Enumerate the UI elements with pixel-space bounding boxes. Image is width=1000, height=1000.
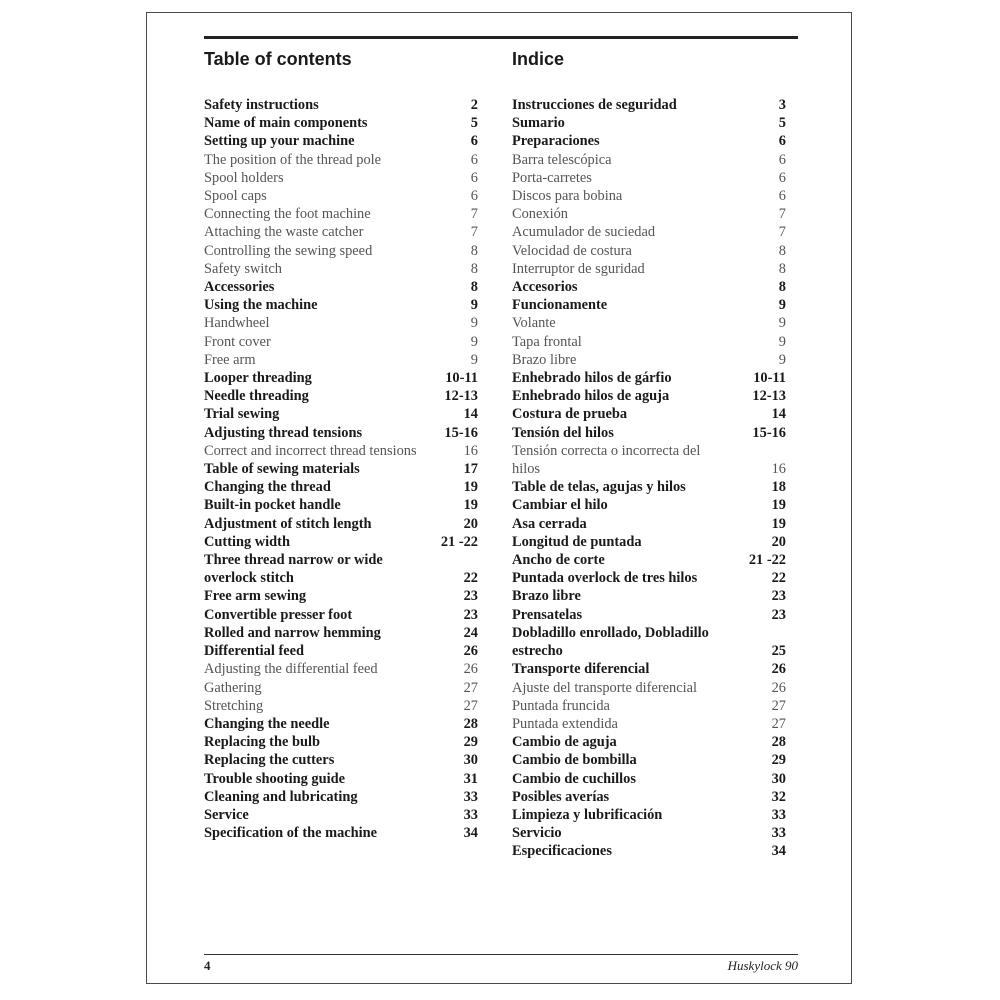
- toc-entry: [512, 551, 786, 569]
- toc-entry-label: Attaching the waste catcher: [204, 224, 364, 241]
- toc-entry: [204, 242, 478, 260]
- toc-entry-page: 10-11: [753, 370, 786, 387]
- toc-entry-page: 15-16: [752, 424, 786, 441]
- toc-entry-page: 27: [463, 679, 478, 696]
- bottom-rule: [204, 954, 798, 955]
- toc-entry-label: Table of sewing materials: [204, 461, 360, 478]
- toc-entry-label: Porta-carretes: [512, 169, 592, 186]
- toc-entry-page: 23: [771, 588, 786, 605]
- toc-entry-page: 5: [470, 115, 478, 132]
- toc-entry-page: 8: [470, 279, 478, 296]
- toc-entry-label: Puntada overlock de tres hilos: [512, 570, 698, 587]
- toc-entry-label: Gathering: [204, 679, 262, 696]
- toc-entry-label: Spool holders: [204, 169, 284, 186]
- toc-entry: [204, 587, 478, 605]
- toc-entry-page: 27: [771, 715, 786, 732]
- toc-entry: [204, 132, 478, 150]
- toc-entry-page: 21 -22: [440, 533, 478, 550]
- toc-entry: [512, 788, 786, 806]
- toc-entry-page: 26: [463, 661, 478, 678]
- toc-entry: [204, 642, 478, 660]
- toc-entry-page: 16: [771, 461, 786, 478]
- toc-entry-label: Tensión correcta o incorrecta del hilos: [512, 442, 701, 478]
- top-rule: [204, 36, 798, 39]
- toc-entry-page: 7: [778, 224, 786, 241]
- toc-entry-label: Ajuste del transporte diferencial: [512, 679, 698, 696]
- toc-entry-label: Replacing the cutters: [204, 752, 335, 769]
- toc-entry-label: Limpieza y lubrificación: [512, 806, 663, 823]
- toc-entry-label: Replacing the bulb: [204, 734, 320, 751]
- toc-entry: [204, 314, 478, 332]
- toc-entry-label: Table de telas, agujas y hilos: [512, 479, 686, 496]
- toc-entry-page: 26: [771, 661, 786, 678]
- toc-entry: [204, 460, 478, 478]
- toc-entry: [512, 751, 786, 769]
- toc-entry-label: Spool caps: [204, 188, 267, 205]
- toc-entry: [512, 296, 786, 314]
- toc-entry: [512, 770, 786, 788]
- toc-entry-page: 23: [463, 606, 478, 623]
- toc-entry-page: 14: [771, 406, 786, 423]
- toc-entry: [512, 242, 786, 260]
- toc-entry: [204, 205, 478, 223]
- toc-entry-page: 7: [470, 206, 478, 223]
- toc-entry-page: 28: [771, 734, 786, 751]
- toc-entry: [512, 369, 786, 387]
- toc-entry-page: 6: [778, 133, 786, 150]
- toc-entry-page: 22: [771, 570, 786, 587]
- toc-entry: [204, 515, 478, 533]
- toc-entry: [512, 515, 786, 533]
- toc-entry-page: 25: [771, 643, 786, 660]
- toc-entry-page: 30: [463, 752, 478, 769]
- toc-entry-label: Servicio: [512, 825, 562, 842]
- toc-entry-label: Accesorios: [512, 279, 578, 296]
- toc-entry: [512, 478, 786, 496]
- toc-entry: [204, 679, 478, 697]
- footer-model-name: Huskylock 90: [727, 958, 798, 973]
- toc-entry-label: Especificaciones: [512, 843, 612, 860]
- toc-entry: [204, 351, 478, 369]
- toc-entry-page: 24: [463, 624, 478, 641]
- toc-entry-label: Built-in pocket handle: [204, 497, 341, 514]
- toc-entry-page: 19: [771, 515, 786, 532]
- toc-entry-label: Cambio de aguja: [512, 734, 617, 751]
- toc-entry-label: Puntada extendida: [512, 715, 618, 732]
- toc-entry-page: 7: [778, 206, 786, 223]
- toc-entry-page: 6: [778, 151, 786, 168]
- toc-entry-label: Adjusting thread tensions: [204, 424, 363, 441]
- toc-english-column: [204, 46, 478, 842]
- toc-entry-label: Adjustment of stitch length: [204, 515, 372, 532]
- toc-entry-label: Cutting width: [204, 533, 290, 550]
- toc-entry: [204, 424, 478, 442]
- toc-entry-page: 33: [463, 788, 478, 805]
- toc-entry-label: Service: [204, 806, 249, 823]
- toc-english-list: [204, 96, 478, 842]
- toc-entry-label: Free arm: [204, 351, 256, 368]
- toc-entry-page: 6: [470, 151, 478, 168]
- toc-entry: [512, 387, 786, 405]
- toc-entry: [512, 205, 786, 223]
- toc-entry: [512, 587, 786, 605]
- toc-entry: [204, 697, 478, 715]
- toc-entry-label: Tensión del hilos: [512, 424, 614, 441]
- toc-entry-page: 8: [778, 260, 786, 277]
- toc-entry-page: 15-16: [444, 424, 478, 441]
- toc-entry-label: Cleaning and lubricating: [204, 788, 358, 805]
- toc-entry-label: Cambio de cuchillos: [512, 770, 636, 787]
- toc-entry-page: 34: [771, 843, 786, 860]
- toc-entry-page: 33: [771, 825, 786, 842]
- toc-entry-label: Velocidad de costura: [512, 242, 632, 259]
- toc-entry-label: Brazo libre: [512, 588, 581, 605]
- toc-entry: [204, 96, 478, 114]
- toc-entry-label: The position of the thread pole: [204, 151, 382, 168]
- toc-entry-page: 9: [778, 297, 786, 314]
- toc-entry: [204, 788, 478, 806]
- toc-entry: [512, 169, 786, 187]
- toc-entry-label: Enhebrado hilos de gárfio: [512, 370, 672, 387]
- toc-entry: [512, 114, 786, 132]
- toc-entry-page: 27: [771, 697, 786, 714]
- toc-entry-label: Funcionamente: [512, 297, 608, 314]
- toc-entry: [512, 151, 786, 169]
- toc-entry: [204, 624, 478, 642]
- toc-entry: [512, 260, 786, 278]
- toc-entry: [512, 96, 786, 114]
- toc-entry-page: 9: [778, 333, 786, 350]
- toc-entry-page: 26: [463, 643, 478, 660]
- toc-entry-page: 6: [470, 169, 478, 186]
- toc-entry-label: Needle threading: [204, 388, 309, 405]
- toc-entry-page: 10-11: [445, 370, 478, 387]
- toc-entry: [204, 387, 478, 405]
- toc-entry: [204, 296, 478, 314]
- toc-entry-page: 12-13: [752, 388, 786, 405]
- toc-entry-page: 23: [771, 606, 786, 623]
- toc-entry-page: 16: [463, 442, 478, 459]
- toc-entry-page: 9: [470, 315, 478, 332]
- toc-entry: [204, 533, 478, 551]
- toc-entry-page: 3: [778, 97, 786, 113]
- toc-entry: [204, 169, 478, 187]
- toc-entry-page: 27: [463, 697, 478, 714]
- toc-entry: [512, 733, 786, 751]
- toc-entry-label: Controlling the sewing speed: [204, 242, 373, 259]
- toc-entry-page: 23: [463, 588, 478, 605]
- toc-entry-label: Posibles averías: [512, 788, 610, 805]
- toc-entry-label: Instrucciones de seguridad: [512, 97, 677, 113]
- toc-entry: [512, 569, 786, 587]
- toc-entry-page: 6: [470, 188, 478, 205]
- toc-entry: [512, 187, 786, 205]
- toc-entry-label: Specification of the machine: [204, 825, 378, 842]
- toc-entry-page: 32: [771, 788, 786, 805]
- toc-entry-page: 18: [771, 479, 786, 496]
- toc-entry-page: 8: [778, 279, 786, 296]
- toc-entry-label: Dobladillo enrollado, Dobladillo estrecho: [512, 624, 709, 660]
- toc-spanish-title: Indice: [512, 49, 565, 69]
- toc-entry: [204, 551, 478, 587]
- toc-entry: [204, 405, 478, 423]
- toc-entry-page: 12-13: [444, 388, 478, 405]
- toc-entry-page: 31: [463, 770, 478, 787]
- toc-entry-page: 2: [470, 97, 478, 113]
- toc-entry-page: 19: [463, 497, 478, 514]
- toc-entry-page: 20: [771, 533, 786, 550]
- toc-entry-page: 9: [778, 315, 786, 332]
- toc-entry-page: 19: [771, 497, 786, 514]
- toc-entry-page: 29: [771, 752, 786, 769]
- toc-entry-label: Enhebrado hilos de aguja: [512, 388, 670, 405]
- toc-entry-page: 14: [463, 406, 478, 423]
- toc-entry-label: Discos para bobina: [512, 188, 623, 205]
- toc-entry: [204, 478, 478, 496]
- toc-entry-label: Changing the thread: [204, 479, 331, 496]
- toc-entry: [204, 442, 478, 460]
- toc-spanish-column: [512, 46, 786, 861]
- toc-entry-label: Conexión: [512, 206, 568, 223]
- toc-entry-label: Using the machine: [204, 297, 318, 314]
- toc-entry-page: 29: [463, 734, 478, 751]
- toc-entry-page: 21 -22: [748, 552, 786, 569]
- toc-entry-label: Looper threading: [204, 370, 312, 387]
- toc-entry: [512, 351, 786, 369]
- toc-entry-page: 9: [470, 297, 478, 314]
- toc-entry-page: 6: [470, 133, 478, 150]
- toc-entry-page: 30: [771, 770, 786, 787]
- toc-entry-label: Connecting the foot machine: [204, 206, 371, 223]
- toc-entry: [204, 151, 478, 169]
- toc-entry-label: Changing the needle: [204, 715, 330, 732]
- footer-page-number: 4: [204, 958, 211, 973]
- toc-entry-label: Longitud de puntada: [512, 533, 642, 550]
- toc-entry: [204, 496, 478, 514]
- toc-spanish-list: [512, 96, 786, 861]
- toc-entry-label: Rolled and narrow hemming: [204, 624, 381, 641]
- toc-entry: [204, 824, 478, 842]
- toc-entry: [512, 660, 786, 678]
- toc-entry: [204, 715, 478, 733]
- toc-entry-label: Interruptor de sguridad: [512, 260, 645, 277]
- toc-entry-page: 26: [771, 679, 786, 696]
- toc-english-title: Table of contents: [204, 49, 352, 69]
- toc-entry-page: 20: [463, 515, 478, 532]
- toc-entry-label: Trial sewing: [204, 406, 280, 423]
- toc-entry: [512, 442, 786, 478]
- toc-entry-page: 5: [778, 115, 786, 132]
- toc-entry-label: Correct and incorrect thread tensions: [204, 442, 417, 459]
- toc-entry: [512, 679, 786, 697]
- toc-entry: [512, 842, 786, 860]
- toc-entry-label: Three thread narrow or wide overlock stitch: [204, 552, 383, 587]
- toc-entry-page: 17: [463, 461, 478, 478]
- toc-entry: [512, 824, 786, 842]
- toc-entry: [204, 806, 478, 824]
- toc-entry-page: 28: [463, 715, 478, 732]
- toc-entry-label: Puntada fruncida: [512, 697, 610, 714]
- toc-entry-label: Asa cerrada: [512, 515, 587, 532]
- toc-entry: [204, 751, 478, 769]
- toc-entry: [204, 278, 478, 296]
- toc-entry-page: 6: [778, 188, 786, 205]
- toc-entry: [512, 606, 786, 624]
- toc-entry: [204, 606, 478, 624]
- toc-entry-label: Handwheel: [204, 315, 270, 332]
- toc-entry-label: Cambio de bombilla: [512, 752, 637, 769]
- toc-entry-page: 8: [778, 242, 786, 259]
- toc-entry-label: Convertible presser foot: [204, 606, 353, 623]
- toc-entry: [512, 223, 786, 241]
- toc-entry-label: Setting up your machine: [204, 133, 355, 150]
- toc-entry-label: Preparaciones: [512, 133, 600, 150]
- toc-entry-label: Cambiar el hilo: [512, 497, 608, 514]
- toc-entry: [204, 660, 478, 678]
- toc-entry: [512, 806, 786, 824]
- toc-entry-page: 9: [778, 351, 786, 368]
- toc-entry: [512, 132, 786, 150]
- toc-entry-label: Volante: [512, 315, 556, 332]
- toc-entry-label: Differential feed: [204, 643, 305, 660]
- toc-entry-label: Tapa frontal: [512, 333, 582, 350]
- toc-entry-label: Barra telescópica: [512, 151, 612, 168]
- toc-entry: [512, 697, 786, 715]
- toc-entry: [512, 496, 786, 514]
- toc-entry-label: Adjusting the differential feed: [204, 661, 378, 678]
- toc-entry-page: 19: [463, 479, 478, 496]
- toc-entry: [512, 405, 786, 423]
- toc-entry-label: Accessories: [204, 279, 275, 296]
- toc-entry-page: 8: [470, 260, 478, 277]
- toc-entry-label: Name of main components: [204, 115, 368, 132]
- toc-entry: [512, 424, 786, 442]
- toc-entry-page: 7: [470, 224, 478, 241]
- toc-entry-page: 22: [463, 570, 478, 587]
- toc-entry-page: 33: [771, 806, 786, 823]
- toc-entry: [512, 715, 786, 733]
- toc-entry: [512, 278, 786, 296]
- toc-entry: [512, 533, 786, 551]
- toc-entry-label: Brazo libre: [512, 351, 577, 368]
- toc-entry-label: Sumario: [512, 115, 565, 132]
- toc-entry: [204, 223, 478, 241]
- toc-entry-label: Stretching: [204, 697, 264, 714]
- toc-entry-label: Safety switch: [204, 260, 282, 277]
- toc-entry-label: Prensatelas: [512, 606, 583, 623]
- toc-entry: [204, 187, 478, 205]
- toc-entry: [204, 114, 478, 132]
- toc-entry: [512, 333, 786, 351]
- toc-entry-page: 33: [463, 806, 478, 823]
- toc-entry-label: Free arm sewing: [204, 588, 307, 605]
- toc-entry-label: Costura de prueba: [512, 406, 628, 423]
- toc-entry-page: 9: [470, 351, 478, 368]
- toc-entry: [204, 733, 478, 751]
- toc-entry-label: Safety instructions: [204, 97, 319, 113]
- toc-entry: [204, 333, 478, 351]
- toc-entry: [204, 770, 478, 788]
- toc-entry-label: Ancho de corte: [512, 552, 605, 569]
- toc-entry-page: 8: [470, 242, 478, 259]
- toc-entry-label: Trouble shooting guide: [204, 770, 346, 787]
- toc-entry: [512, 314, 786, 332]
- toc-entry-label: Front cover: [204, 333, 271, 350]
- toc-entry: [204, 369, 478, 387]
- toc-entry-label: Acumulador de suciedad: [512, 224, 656, 241]
- toc-entry-label: Transporte diferencial: [512, 661, 650, 678]
- toc-entry-page: 9: [470, 333, 478, 350]
- toc-entry: [512, 624, 786, 660]
- toc-entry-page: 6: [778, 169, 786, 186]
- toc-entry-page: 34: [463, 825, 478, 842]
- toc-entry: [204, 260, 478, 278]
